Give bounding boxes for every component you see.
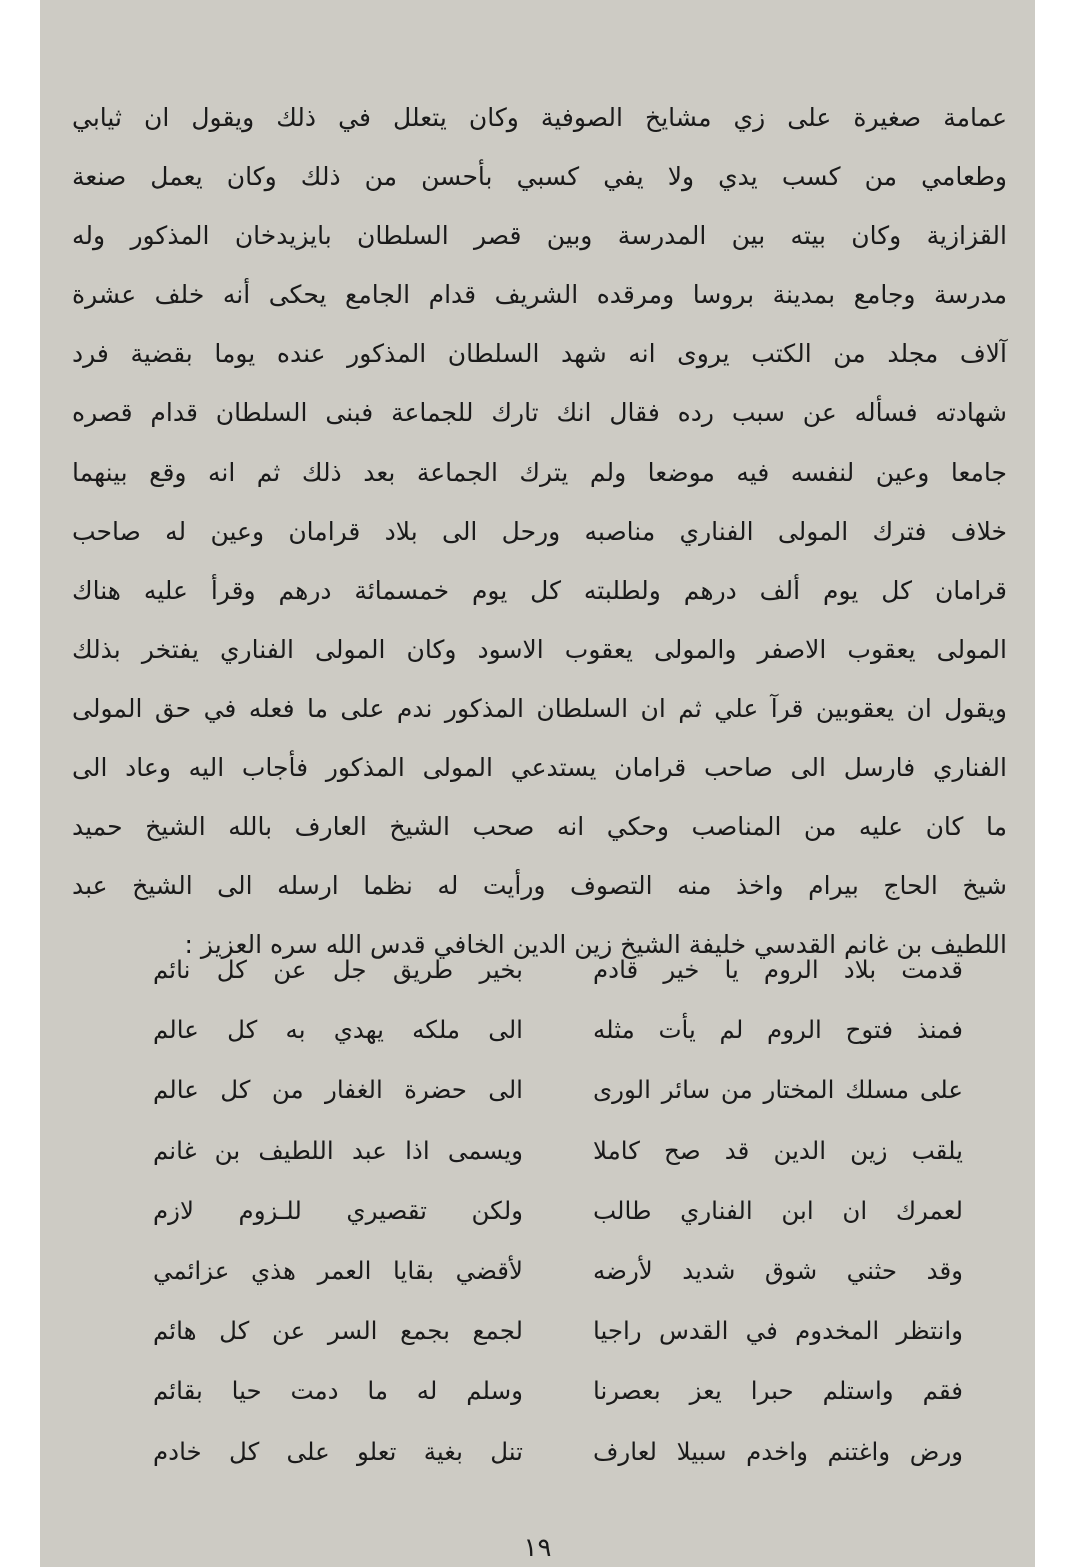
poem-first-hemistich: على مسلك المختار من سائر الورى bbox=[593, 1075, 963, 1105]
poem-couplet bbox=[153, 1422, 963, 1482]
poem-couplet bbox=[153, 1000, 963, 1060]
poem-second-hemistich: لجمع بجمع السر عن كل هائم bbox=[153, 1316, 523, 1346]
poem-first-hemistich: يلقب زين الدين قد صح كاملا bbox=[593, 1135, 963, 1165]
poem-couplet bbox=[153, 940, 963, 1000]
poem-second-hemistich: لأقضي بقايا العمر هذي عزائمي bbox=[153, 1255, 523, 1285]
page-number: ١٩ bbox=[523, 1533, 552, 1563]
prose-line: ويقول ان يعقوبين قرآ علي ثم ان السلطان المذكور ندم على ما فعله في حق المولى bbox=[72, 693, 1007, 723]
poem bbox=[153, 940, 963, 1482]
prose-line: الفناري فارسل الى صاحب قرامان يستدعي المولى المذكور فأجاب اليه وعاد الى bbox=[72, 753, 1007, 783]
prose-line: آلاف مجلد من الكتب يروى انه شهد السلطان المذكور عنده يوما بقضية فرد bbox=[72, 339, 1007, 369]
poem-first-hemistich: فقم واستلم حبرا يعز بعصرنا bbox=[593, 1376, 963, 1406]
poem-first-hemistich: وانتظر المخدوم في القدس راجيا bbox=[593, 1316, 963, 1346]
poem-couplet bbox=[153, 1361, 963, 1421]
poem-couplet bbox=[153, 1301, 963, 1361]
poem-couplet bbox=[153, 1121, 963, 1181]
prose-line: شيخ الحاج بيرام واخذ منه التصوف ورأيت له نظما ارسله الى الشيخ عبد bbox=[72, 871, 1007, 901]
prose-line: وطعامي من كسب يدي ولا يفي كسبي بأحسن من ذلك وكان يعمل صنعة bbox=[72, 162, 1007, 192]
prose-line: عمامة صغيرة على زي مشايخ الصوفية وكان يتعلل في ذلك ويقول ان ثيابي bbox=[72, 103, 1007, 132]
poem-couplet bbox=[153, 1060, 963, 1120]
prose-line: شهادته فسأله عن سبب رده فقال انك تارك للجماعة فبنى السلطان قدام قصره bbox=[72, 398, 1007, 428]
prose-paragraph bbox=[72, 88, 1007, 974]
prose-line: قرامان كل يوم ألف درهم ولطلبته كل يوم خمسمائة درهم وقرأ عليه هناك bbox=[72, 575, 1007, 605]
prose-line: القزازية وكان بيته بين المدرسة وبين قصر السلطان بايزيدخان المذكور وله bbox=[72, 221, 1007, 251]
poem-first-hemistich: فمنذ فتوح الروم لم يأت مثله bbox=[593, 1015, 963, 1045]
poem-first-hemistich: ورض واغتنم واخدم سبيلا لعارف bbox=[593, 1436, 963, 1466]
poem-second-hemistich: ويسمى اذا عبد اللطيف بن غانم bbox=[153, 1135, 523, 1165]
poem-first-hemistich: لعمرك ان ابن الفناري طالب bbox=[593, 1195, 963, 1225]
prose-line: جامعا وعين لنفسه فيه موضعا ولم يترك الجماعة بعد ذلك ثم انه وقع بينهما bbox=[72, 457, 1007, 487]
poem-first-hemistich: قدمت بلاد الروم يا خير قادم bbox=[593, 955, 963, 984]
prose-line: المولى يعقوب الاصفر والمولى يعقوب الاسود وكان المولى الفناري يفتخر بذلك bbox=[72, 634, 1007, 664]
poem-second-hemistich: ولكن تقصيري للـزوم لازم bbox=[153, 1195, 523, 1225]
poem-second-hemistich: بخير طريق جل عن كل نائم bbox=[153, 955, 523, 984]
poem-second-hemistich: الى ملكه يهدي به كل عالم bbox=[153, 1015, 523, 1045]
poem-first-hemistich: وقد حثني شوق شديد لأرضه bbox=[593, 1255, 963, 1285]
prose-line: مدرسة وجامع بمدينة بروسا ومرقده الشريف قدام الجامع يحكى أنه خلف عشرة bbox=[72, 280, 1007, 310]
prose-line: ما كان عليه من المناصب وحكي انه صحب الشيخ العارف بالله الشيخ حميد bbox=[72, 812, 1007, 842]
prose-line: اللطيف بن غانم القدسي خليفة الشيخ زين الدين الخافي قدس الله سره العزيز : bbox=[184, 930, 1007, 960]
poem-couplet bbox=[153, 1241, 963, 1301]
poem-couplet bbox=[153, 1181, 963, 1241]
poem-second-hemistich: وسلم له ما دمت حيا بقائم bbox=[153, 1376, 523, 1406]
prose-line: خلاف فترك المولى الفناري مناصبه ورحل الى بلاد قرامان وعين له صاحب bbox=[72, 516, 1007, 546]
book-page bbox=[40, 0, 1035, 1567]
poem-second-hemistich: تنل بغية تعلو على كل خادم bbox=[153, 1436, 523, 1466]
poem-second-hemistich: الى حضرة الغفار من كل عالم bbox=[153, 1075, 523, 1105]
